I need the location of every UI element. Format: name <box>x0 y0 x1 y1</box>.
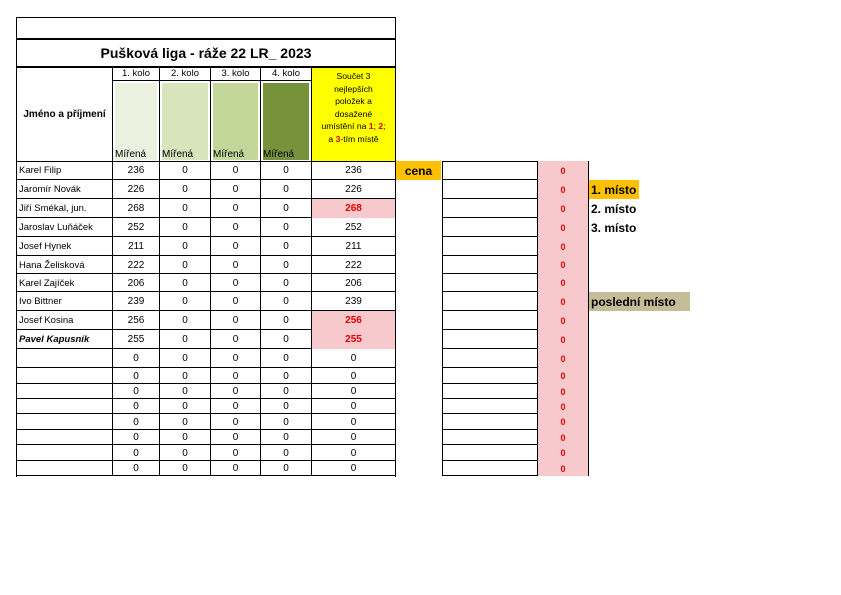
placement-value: 0 <box>538 274 588 292</box>
score-cell: 0 <box>261 445 312 461</box>
table-row <box>16 161 396 180</box>
round-type-label: Mířená <box>162 149 194 160</box>
sum-header-fragment: 2 <box>378 121 384 131</box>
score-cell: 0 <box>160 349 211 368</box>
side-blank-cell <box>442 292 538 311</box>
score-cell: 0 <box>160 368 211 384</box>
side-row <box>442 330 589 349</box>
placement-value: 0 <box>538 461 588 476</box>
score-cell: 268 <box>113 199 160 218</box>
sum-cell: 239 <box>345 296 362 307</box>
side-row <box>442 237 589 256</box>
side-row <box>442 399 589 414</box>
score-cell: 0 <box>113 461 160 476</box>
sum-cell: 222 <box>345 259 362 271</box>
sum-cell: 268 <box>312 199 395 218</box>
score-cell: 0 <box>160 237 211 256</box>
round-type-cell <box>113 81 160 161</box>
score-cell: 0 <box>160 414 211 430</box>
table-row <box>16 430 396 445</box>
sum-header-line <box>312 120 395 133</box>
table-row <box>16 368 396 384</box>
score-cell: 0 <box>211 430 261 445</box>
round-type-cell <box>160 81 211 161</box>
side-blank-cell <box>442 311 538 330</box>
score-cell: 0 <box>113 349 160 368</box>
score-cell: 0 <box>211 161 261 180</box>
side-row <box>442 199 589 218</box>
player-name <box>17 445 113 461</box>
sum-header-line <box>312 133 395 146</box>
round-type-cell <box>261 81 312 161</box>
player-name <box>17 384 113 399</box>
score-cell: 0 <box>211 445 261 461</box>
sum-header-fragment: 3 <box>335 133 341 144</box>
player-name: Jiří Smékal, jun. <box>17 199 113 218</box>
score-cell: 0 <box>160 430 211 445</box>
side-blank-cell <box>442 199 538 218</box>
player-name <box>17 349 113 368</box>
sum-cell: 255 <box>312 330 395 349</box>
placement-value: 0 <box>538 199 588 218</box>
score-cell: 0 <box>261 399 312 414</box>
score-cell: 0 <box>113 445 160 461</box>
player-name: Karel Zajíček <box>17 274 113 292</box>
header-top-rule <box>16 67 396 68</box>
sum-cell: 0 <box>350 416 357 428</box>
player-name <box>17 414 113 430</box>
round-type-label: Mířená <box>115 149 147 160</box>
side-blank-cell <box>442 414 538 430</box>
player-name: Jaromír Novák <box>17 180 113 199</box>
score-cell: 0 <box>261 349 312 368</box>
sheet-title: Pušková liga - ráže 22 LR_ 2023 <box>17 40 395 67</box>
first-place-label: 1. místo <box>589 180 639 199</box>
score-cell: 0 <box>211 349 261 368</box>
score-cell: 0 <box>160 330 211 349</box>
table-row <box>16 399 396 414</box>
table-row <box>16 445 396 461</box>
sum-cell: 0 <box>350 432 357 443</box>
side-row <box>442 414 589 430</box>
score-cell: 0 <box>211 384 261 399</box>
score-cell: 0 <box>261 180 312 199</box>
score-cell: 206 <box>113 274 160 292</box>
sum-cell: 0 <box>350 386 357 397</box>
sum-cell: 0 <box>350 370 357 382</box>
score-cell: 255 <box>113 330 160 349</box>
placement-value: 0 <box>538 180 588 199</box>
score-cell: 0 <box>261 311 312 330</box>
score-cell: 0 <box>261 330 312 349</box>
side-blank-cell <box>442 180 538 199</box>
cena-label: cena <box>396 161 441 180</box>
sum-header-line: nejlepších <box>334 83 373 94</box>
score-cell: 0 <box>211 399 261 414</box>
sum-header-fragment: ; <box>373 121 379 131</box>
placement-value: 0 <box>538 218 588 237</box>
side-blank-cell <box>442 384 538 399</box>
side-blank-cell <box>442 274 538 292</box>
sum-cell: 0 <box>350 463 357 474</box>
side-blank-cell <box>442 237 538 256</box>
score-cell: 222 <box>113 256 160 274</box>
score-cell: 0 <box>261 414 312 430</box>
table-row <box>16 330 396 349</box>
table-row <box>16 461 396 476</box>
sum-cell: 252 <box>345 222 362 233</box>
placement-value: 0 <box>538 384 588 399</box>
sum-header-line: položek a <box>335 96 372 106</box>
sum-header-line: Součet 3 <box>336 71 371 81</box>
round-header: 2. kolo <box>160 67 211 81</box>
sum-cell: 0 <box>350 353 357 364</box>
score-cell: 0 <box>261 368 312 384</box>
sum-cell: 226 <box>345 184 362 195</box>
placement-value: 0 <box>538 445 588 461</box>
player-name <box>17 461 113 476</box>
sum-cell: 256 <box>312 311 395 330</box>
player-name: Pavel Kapusník <box>17 330 113 349</box>
player-name: Karel Filip <box>17 161 113 180</box>
side-row <box>442 218 589 237</box>
score-cell: 236 <box>113 161 160 180</box>
score-cell: 0 <box>211 274 261 292</box>
sum-header-fragment: ; <box>383 121 386 131</box>
score-cell: 0 <box>261 161 312 180</box>
table-row <box>16 218 396 237</box>
player-name <box>17 430 113 445</box>
side-row <box>442 292 589 311</box>
table-row <box>16 180 396 199</box>
score-cell: 0 <box>160 384 211 399</box>
side-blank-cell <box>442 161 538 180</box>
score-cell: 0 <box>160 445 211 461</box>
score-cell: 0 <box>160 218 211 237</box>
player-name <box>17 368 113 384</box>
sum-header-fragment: a <box>328 133 336 144</box>
score-cell: 0 <box>160 311 211 330</box>
placement-value: 0 <box>538 330 588 349</box>
round-header: 1. kolo <box>113 67 160 81</box>
table-row <box>16 414 396 430</box>
table-row <box>16 237 396 256</box>
side-blank-cell <box>442 461 538 476</box>
round-header: 4. kolo <box>261 67 312 81</box>
player-name: Josef Kosina <box>17 311 113 330</box>
sum-cell: 0 <box>350 401 357 412</box>
placement-value: 0 <box>538 292 588 311</box>
score-cell: 0 <box>261 384 312 399</box>
sum-header-line: dosažené <box>334 108 373 119</box>
player-name: Ivo Bittner <box>17 292 113 311</box>
player-name: Josef Hynek <box>17 237 113 256</box>
score-cell: 0 <box>160 399 211 414</box>
side-row <box>442 180 589 199</box>
score-cell: 0 <box>261 430 312 445</box>
score-cell: 0 <box>211 199 261 218</box>
sum-cell: 211 <box>345 241 362 252</box>
placement-value: 0 <box>538 414 588 430</box>
score-cell: 0 <box>261 292 312 311</box>
score-cell: 0 <box>261 237 312 256</box>
score-cell: 239 <box>113 292 160 311</box>
score-cell: 0 <box>211 218 261 237</box>
score-cell: 0 <box>113 399 160 414</box>
placement-value: 0 <box>538 311 588 330</box>
side-blank-cell <box>442 218 538 237</box>
score-cell: 0 <box>113 430 160 445</box>
side-row <box>442 311 589 330</box>
score-cell: 0 <box>211 461 261 476</box>
side-blank-cell <box>442 256 538 274</box>
player-name: Jaroslav Luňáček <box>17 218 113 237</box>
score-cell: 252 <box>113 218 160 237</box>
round-type-cell <box>211 81 261 161</box>
round-header: 3. kolo <box>211 67 261 81</box>
score-cell: 0 <box>160 461 211 476</box>
side-blank-cell <box>442 445 538 461</box>
third-place-label: 3. místo <box>591 220 637 235</box>
score-cell: 0 <box>211 292 261 311</box>
last-place-label: poslední místo <box>589 292 690 311</box>
side-blank-cell <box>442 368 538 384</box>
side-blank-cell <box>442 399 538 414</box>
placement-value: 0 <box>538 161 588 180</box>
side-row <box>442 461 589 476</box>
score-cell: 0 <box>211 414 261 430</box>
second-place-label: 2. místo <box>591 201 637 216</box>
side-row <box>442 384 589 399</box>
name-column-header: Jméno a příjmení <box>17 67 113 161</box>
player-name <box>17 399 113 414</box>
round-type-label: Mířená <box>213 149 245 160</box>
score-cell: 0 <box>261 461 312 476</box>
side-row <box>442 430 589 445</box>
score-cell: 0 <box>160 180 211 199</box>
score-cell: 256 <box>113 311 160 330</box>
sum-header-fragment: umístění na <box>321 121 369 131</box>
score-cell: 0 <box>160 199 211 218</box>
table-row <box>16 199 396 218</box>
score-cell: 0 <box>261 256 312 274</box>
side-row <box>442 368 589 384</box>
player-name: Hana Želisková <box>17 256 113 274</box>
round-type-label: Mířená <box>263 149 295 160</box>
sum-cell: 206 <box>345 277 362 289</box>
side-row <box>442 274 589 292</box>
sum-header-fragment: -tím místě <box>340 133 379 144</box>
score-cell: 0 <box>160 274 211 292</box>
table-row <box>16 274 396 292</box>
score-cell: 0 <box>211 368 261 384</box>
score-cell: 0 <box>211 237 261 256</box>
score-cell: 0 <box>211 256 261 274</box>
score-cell: 226 <box>113 180 160 199</box>
sum-header-fragment: 1 <box>368 121 374 131</box>
score-cell: 0 <box>113 414 160 430</box>
side-row <box>442 445 589 461</box>
placement-value: 0 <box>538 430 588 445</box>
placement-value: 0 <box>538 237 588 256</box>
table-row <box>16 349 396 368</box>
score-cell: 211 <box>113 237 160 256</box>
placement-value: 0 <box>538 349 588 368</box>
side-blank-cell <box>442 349 538 368</box>
score-cell: 0 <box>113 368 160 384</box>
score-cell: 0 <box>261 199 312 218</box>
side-row <box>442 349 589 368</box>
side-blank-cell <box>442 430 538 445</box>
placement-value: 0 <box>538 256 588 274</box>
score-cell: 0 <box>211 180 261 199</box>
placement-value: 0 <box>538 368 588 384</box>
score-cell: 0 <box>211 311 261 330</box>
table-row <box>16 311 396 330</box>
side-row <box>442 256 589 274</box>
placement-value: 0 <box>538 399 588 414</box>
sum-column-header <box>312 67 395 161</box>
side-row <box>442 161 589 180</box>
table-row <box>16 292 396 311</box>
score-cell: 0 <box>113 384 160 399</box>
sum-cell: 0 <box>350 447 357 459</box>
score-cell: 0 <box>160 292 211 311</box>
score-cell: 0 <box>211 330 261 349</box>
table-row <box>16 256 396 274</box>
side-blank-cell <box>442 330 538 349</box>
table-row <box>16 384 396 399</box>
score-cell: 0 <box>261 218 312 237</box>
sum-cell: 236 <box>345 165 362 176</box>
score-cell: 0 <box>160 256 211 274</box>
score-cell: 0 <box>160 161 211 180</box>
score-cell: 0 <box>261 274 312 292</box>
